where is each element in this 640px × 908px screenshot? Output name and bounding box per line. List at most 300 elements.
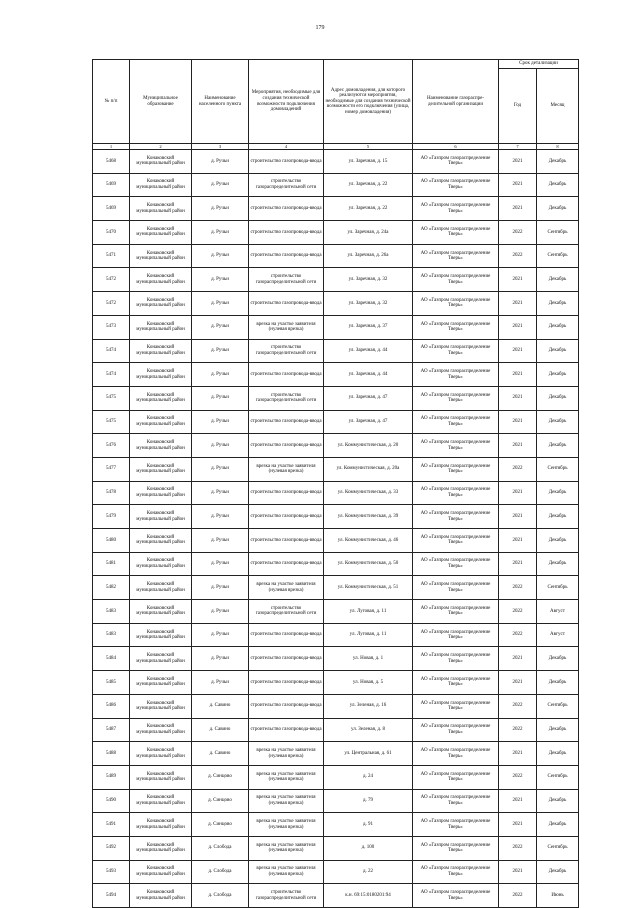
cell-district: Конаковский муниципальный район bbox=[130, 718, 192, 742]
cell-settlement: д. Ручьи bbox=[192, 410, 249, 434]
cell-row-number: 5489 bbox=[93, 765, 130, 789]
cell-row-number: 5484 bbox=[93, 647, 130, 671]
cell-measure: строительство газопровода-ввода bbox=[249, 434, 324, 458]
cell-year: 2021 bbox=[499, 386, 537, 410]
table-row bbox=[93, 221, 579, 245]
cell-address: ул. Заречная, д. 44 bbox=[324, 363, 413, 387]
cell-organization: АО «Газпром газораспределение Тверь» bbox=[413, 339, 499, 363]
cell-measure: врезка на участке заявителя (нулевая врезка) bbox=[249, 742, 324, 766]
header-settlement: Наименование населенного пункта bbox=[192, 60, 249, 144]
cell-year: 2022 bbox=[499, 718, 537, 742]
cell-measure: строительство газораспределительной сети bbox=[249, 173, 324, 197]
cell-measure: строительство газопровода-ввода bbox=[249, 718, 324, 742]
cell-year: 2022 bbox=[499, 836, 537, 860]
cell-measure: строительство газопровода-ввода bbox=[249, 292, 324, 316]
cell-settlement: д. Ручьи bbox=[192, 552, 249, 576]
cell-measure: врезка на участке заявителя (нулевая врезка) bbox=[249, 836, 324, 860]
cell-address: к.н. 69:15:0180201:94 bbox=[324, 884, 413, 908]
cell-month: Декабрь bbox=[537, 860, 579, 884]
cell-settlement: д. Ручьи bbox=[192, 386, 249, 410]
cell-organization: АО «Газпром газораспределение Тверь» bbox=[413, 742, 499, 766]
cell-row-number: 5493 bbox=[93, 860, 130, 884]
cell-organization: АО «Газпром газораспределение Тверь» bbox=[413, 386, 499, 410]
cell-measure: строительство газораспределительной сети bbox=[249, 339, 324, 363]
cell-address: ул. Коммунистическая, д. 20 bbox=[324, 434, 413, 458]
cell-month: Декабрь bbox=[537, 410, 579, 434]
cell-district: Конаковский муниципальный район bbox=[130, 386, 192, 410]
cell-measure: строительство газопровода-ввода bbox=[249, 244, 324, 268]
cell-measure: строительство газопровода-ввода bbox=[249, 197, 324, 221]
cell-settlement: д. Слобода bbox=[192, 860, 249, 884]
cell-organization: АО «Газпром газораспределение Тверь» bbox=[413, 647, 499, 671]
cell-organization: АО «Газпром газораспределение Тверь» bbox=[413, 481, 499, 505]
cell-month: Декабрь bbox=[537, 529, 579, 553]
cell-address: ул. Зеленая, д. 8 bbox=[324, 718, 413, 742]
cell-measure: врезка на участке заявителя (нулевая врезка) bbox=[249, 315, 324, 339]
cell-year: 2021 bbox=[499, 742, 537, 766]
cell-settlement: д. Ручьи bbox=[192, 150, 249, 174]
cell-year: 2022 bbox=[499, 576, 537, 600]
table-row bbox=[93, 173, 579, 197]
gasification-table bbox=[92, 59, 579, 908]
cell-settlement: д. Ручьи bbox=[192, 339, 249, 363]
cell-district: Конаковский муниципальный район bbox=[130, 150, 192, 174]
table-row bbox=[93, 552, 579, 576]
cell-month: Август bbox=[537, 600, 579, 624]
cell-measure: строительство газопровода-ввода bbox=[249, 694, 324, 718]
table-row bbox=[93, 647, 579, 671]
table-row bbox=[93, 742, 579, 766]
cell-year: 2022 bbox=[499, 694, 537, 718]
cell-month: Сентябрь bbox=[537, 244, 579, 268]
cell-address: ул. Коммунистическая, д. 51 bbox=[324, 576, 413, 600]
header-address: Адрес домовладения, для которого реализуются мероприятия, необходимые для создания технической возможности его подключения (улица, номер домовладения) bbox=[324, 60, 413, 144]
cell-settlement: д. Ручьи bbox=[192, 292, 249, 316]
cell-organization: АО «Газпром газораспределение Тверь» bbox=[413, 694, 499, 718]
cell-measure: строительство газопровода-ввода bbox=[249, 481, 324, 505]
cell-measure: строительство газопровода-ввода bbox=[249, 505, 324, 529]
cell-row-number: 5469 bbox=[93, 197, 130, 221]
cell-settlement: д. Ручьи bbox=[192, 481, 249, 505]
cell-row-number: 5468 bbox=[93, 150, 130, 174]
table-row bbox=[93, 623, 579, 647]
cell-district: Конаковский муниципальный район bbox=[130, 860, 192, 884]
cell-address: ул. Заречная, д. 22 bbox=[324, 197, 413, 221]
cell-month: Декабрь bbox=[537, 434, 579, 458]
cell-year: 2022 bbox=[499, 884, 537, 908]
cell-district: Конаковский муниципальный район bbox=[130, 671, 192, 695]
cell-address: ул. Луговая, д. 11 bbox=[324, 600, 413, 624]
cell-organization: АО «Газпром газораспределение Тверь» bbox=[413, 363, 499, 387]
table-row bbox=[93, 292, 579, 316]
cell-year: 2021 bbox=[499, 647, 537, 671]
cell-month: Декабрь bbox=[537, 481, 579, 505]
table-row bbox=[93, 339, 579, 363]
cell-address: ул. Заречная, д. 26а bbox=[324, 244, 413, 268]
cell-settlement: д. Ручьи bbox=[192, 505, 249, 529]
cell-row-number: 5490 bbox=[93, 789, 130, 813]
cell-settlement: д. Савино bbox=[192, 694, 249, 718]
table-row bbox=[93, 576, 579, 600]
cell-month: Декабрь bbox=[537, 789, 579, 813]
cell-district: Конаковский муниципальный район bbox=[130, 813, 192, 837]
cell-measure: строительство газопровода-ввода bbox=[249, 671, 324, 695]
cell-measure: врезка на участке заявителя (нулевая врезка) bbox=[249, 860, 324, 884]
cell-organization: АО «Газпром газораспределение Тверь» bbox=[413, 410, 499, 434]
cell-year: 2022 bbox=[499, 221, 537, 245]
table-row bbox=[93, 244, 579, 268]
cell-month: Декабрь bbox=[537, 197, 579, 221]
cell-organization: АО «Газпром газораспределение Тверь» bbox=[413, 789, 499, 813]
cell-district: Конаковский муниципальный район bbox=[130, 600, 192, 624]
cell-settlement: д. Ручьи bbox=[192, 221, 249, 245]
cell-row-number: 5475 bbox=[93, 386, 130, 410]
cell-row-number: 5469 bbox=[93, 173, 130, 197]
cell-settlement: д. Ручьи bbox=[192, 457, 249, 481]
cell-address: ул. Коммунистическая, д. 33 bbox=[324, 481, 413, 505]
header-month: Месяц bbox=[537, 69, 579, 144]
cell-measure: строительство газопровода-ввода bbox=[249, 410, 324, 434]
cell-row-number: 5478 bbox=[93, 481, 130, 505]
column-number: 7 bbox=[499, 144, 537, 150]
cell-organization: АО «Газпром газораспределение Тверь» bbox=[413, 860, 499, 884]
cell-row-number: 5477 bbox=[93, 457, 130, 481]
cell-settlement: д. Ручьи bbox=[192, 600, 249, 624]
cell-year: 2021 bbox=[499, 173, 537, 197]
cell-year: 2021 bbox=[499, 671, 537, 695]
column-number: 2 bbox=[130, 144, 192, 150]
cell-district: Конаковский муниципальный район bbox=[130, 742, 192, 766]
cell-district: Конаковский муниципальный район bbox=[130, 481, 192, 505]
cell-year: 2021 bbox=[499, 789, 537, 813]
cell-district: Конаковский муниципальный район bbox=[130, 173, 192, 197]
cell-settlement: д. Синцово bbox=[192, 765, 249, 789]
cell-settlement: д. Ручьи bbox=[192, 671, 249, 695]
cell-district: Конаковский муниципальный район bbox=[130, 789, 192, 813]
cell-district: Конаковский муниципальный район bbox=[130, 884, 192, 908]
cell-address: д. 22 bbox=[324, 860, 413, 884]
cell-month: Сентябрь bbox=[537, 836, 579, 860]
cell-settlement: д. Ручьи bbox=[192, 197, 249, 221]
cell-organization: АО «Газпром газораспределение Тверь» bbox=[413, 268, 499, 292]
column-number: 6 bbox=[413, 144, 499, 150]
cell-year: 2021 bbox=[499, 268, 537, 292]
cell-measure: строительство газопровода-ввода bbox=[249, 552, 324, 576]
cell-month: Декабрь bbox=[537, 647, 579, 671]
table-row bbox=[93, 694, 579, 718]
cell-district: Конаковский муниципальный район bbox=[130, 505, 192, 529]
cell-row-number: 5491 bbox=[93, 813, 130, 837]
cell-row-number: 5472 bbox=[93, 268, 130, 292]
cell-settlement: д. Ручьи bbox=[192, 647, 249, 671]
cell-year: 2021 bbox=[499, 292, 537, 316]
cell-organization: АО «Газпром газораспределение Тверь» bbox=[413, 529, 499, 553]
cell-district: Конаковский муниципальный район bbox=[130, 647, 192, 671]
cell-district: Конаковский муниципальный район bbox=[130, 552, 192, 576]
cell-measure: строительство газопровода-ввода bbox=[249, 150, 324, 174]
header-org: Наименование газораспре-делительной организации bbox=[413, 60, 499, 144]
cell-month: Сентябрь bbox=[537, 694, 579, 718]
cell-row-number: 5475 bbox=[93, 410, 130, 434]
cell-settlement: д. Ручьи bbox=[192, 173, 249, 197]
cell-address: ул. Коммунистическая, д. 20а bbox=[324, 457, 413, 481]
cell-settlement: д. Ручьи bbox=[192, 315, 249, 339]
cell-month: Декабрь bbox=[537, 742, 579, 766]
page-number: 179 bbox=[315, 25, 325, 31]
cell-settlement: д. Синцово bbox=[192, 789, 249, 813]
cell-month: Декабрь bbox=[537, 292, 579, 316]
cell-year: 2022 bbox=[499, 623, 537, 647]
cell-row-number: 5474 bbox=[93, 363, 130, 387]
cell-year: 2021 bbox=[499, 529, 537, 553]
cell-month: Июнь bbox=[537, 884, 579, 908]
cell-organization: АО «Газпром газораспределение Тверь» bbox=[413, 505, 499, 529]
cell-month: Декабрь bbox=[537, 339, 579, 363]
cell-month: Декабрь bbox=[537, 315, 579, 339]
table-row bbox=[93, 315, 579, 339]
cell-organization: АО «Газпром газораспределение Тверь» bbox=[413, 173, 499, 197]
header-measures: Мероприятия, необходимые для создания технической возможности подключения домовладений bbox=[249, 60, 324, 144]
cell-district: Конаковский муниципальный район bbox=[130, 339, 192, 363]
table-row bbox=[93, 860, 579, 884]
cell-measure: строительство газопровода-ввода bbox=[249, 221, 324, 245]
table-row bbox=[93, 671, 579, 695]
header-year: Год bbox=[499, 69, 537, 144]
cell-address: ул. Луговая, д. 11 bbox=[324, 623, 413, 647]
cell-row-number: 5483 bbox=[93, 623, 130, 647]
header-deadline-group: Срок детализации bbox=[499, 60, 579, 69]
cell-row-number: 5474 bbox=[93, 339, 130, 363]
cell-row-number: 5471 bbox=[93, 244, 130, 268]
cell-month: Декабрь bbox=[537, 505, 579, 529]
table-row bbox=[93, 410, 579, 434]
cell-organization: АО «Газпром газораспределение Тверь» bbox=[413, 315, 499, 339]
cell-organization: АО «Газпром газораспределение Тверь» bbox=[413, 765, 499, 789]
cell-year: 2021 bbox=[499, 552, 537, 576]
cell-settlement: д. Ручьи bbox=[192, 434, 249, 458]
cell-settlement: д. Савино bbox=[192, 742, 249, 766]
cell-year: 2021 bbox=[499, 410, 537, 434]
cell-address: ул. Заречная, д. 32 bbox=[324, 268, 413, 292]
cell-organization: АО «Газпром газораспределение Тверь» bbox=[413, 292, 499, 316]
cell-address: ул. Центральная, д. 61 bbox=[324, 742, 413, 766]
cell-organization: АО «Газпром газораспределение Тверь» bbox=[413, 552, 499, 576]
cell-settlement: д. Слобода bbox=[192, 836, 249, 860]
cell-organization: АО «Газпром газораспределение Тверь» bbox=[413, 884, 499, 908]
cell-row-number: 5480 bbox=[93, 529, 130, 553]
cell-month: Декабрь bbox=[537, 268, 579, 292]
cell-year: 2021 bbox=[499, 505, 537, 529]
cell-measure: строительство газораспределительной сети bbox=[249, 884, 324, 908]
cell-settlement: д. Савино bbox=[192, 718, 249, 742]
cell-district: Конаковский муниципальный район bbox=[130, 765, 192, 789]
cell-month: Сентябрь bbox=[537, 576, 579, 600]
table-row bbox=[93, 765, 579, 789]
cell-organization: АО «Газпром газораспределение Тверь» bbox=[413, 434, 499, 458]
cell-address: ул. Заречная, д. 24а bbox=[324, 221, 413, 245]
cell-month: Сентябрь bbox=[537, 765, 579, 789]
cell-address: ул. Заречная, д. 32 bbox=[324, 292, 413, 316]
cell-address: ул. Новая, д. 1 bbox=[324, 647, 413, 671]
cell-measure: врезка на участке заявителя (нулевая врезка) bbox=[249, 813, 324, 837]
cell-year: 2021 bbox=[499, 434, 537, 458]
cell-organization: АО «Газпром газораспределение Тверь» bbox=[413, 197, 499, 221]
table-row bbox=[93, 529, 579, 553]
cell-organization: АО «Газпром газораспределение Тверь» bbox=[413, 623, 499, 647]
cell-measure: врезка на участке заявителя (нулевая врезка) bbox=[249, 765, 324, 789]
cell-settlement: д. Ручьи bbox=[192, 576, 249, 600]
cell-row-number: 5473 bbox=[93, 315, 130, 339]
cell-settlement: д. Ручьи bbox=[192, 529, 249, 553]
table-row bbox=[93, 481, 579, 505]
cell-year: 2021 bbox=[499, 150, 537, 174]
cell-row-number: 5488 bbox=[93, 742, 130, 766]
cell-row-number: 5492 bbox=[93, 836, 130, 860]
cell-organization: АО «Газпром газораспределение Тверь» bbox=[413, 576, 499, 600]
cell-measure: строительство газопровода-ввода bbox=[249, 623, 324, 647]
cell-settlement: д. Ручьи bbox=[192, 623, 249, 647]
cell-organization: АО «Газпром газораспределение Тверь» bbox=[413, 600, 499, 624]
table-row bbox=[93, 884, 579, 908]
header-district: Муниципальное образование bbox=[130, 60, 192, 144]
cell-year: 2021 bbox=[499, 363, 537, 387]
cell-row-number: 5494 bbox=[93, 884, 130, 908]
cell-measure: строительство газопровода-ввода bbox=[249, 363, 324, 387]
cell-district: Конаковский муниципальный район bbox=[130, 434, 192, 458]
table-row bbox=[93, 505, 579, 529]
cell-organization: АО «Газпром газораспределение Тверь» bbox=[413, 457, 499, 481]
cell-month: Сентябрь bbox=[537, 457, 579, 481]
cell-settlement: д. Ручьи bbox=[192, 268, 249, 292]
cell-row-number: 5470 bbox=[93, 221, 130, 245]
cell-month: Декабрь bbox=[537, 813, 579, 837]
header-num: № п/п bbox=[93, 60, 130, 144]
column-number: 4 bbox=[249, 144, 324, 150]
cell-row-number: 5476 bbox=[93, 434, 130, 458]
table-row bbox=[93, 268, 579, 292]
cell-organization: АО «Газпром газораспределение Тверь» bbox=[413, 244, 499, 268]
cell-district: Конаковский муниципальный район bbox=[130, 315, 192, 339]
cell-month: Декабрь bbox=[537, 150, 579, 174]
cell-organization: АО «Газпром газораспределение Тверь» bbox=[413, 836, 499, 860]
cell-organization: АО «Газпром газораспределение Тверь» bbox=[413, 813, 499, 837]
cell-year: 2021 bbox=[499, 197, 537, 221]
cell-month: Август bbox=[537, 623, 579, 647]
cell-month: Декабрь bbox=[537, 386, 579, 410]
cell-address: ул. Новая, д. 5 bbox=[324, 671, 413, 695]
cell-year: 2022 bbox=[499, 244, 537, 268]
cell-district: Конаковский муниципальный район bbox=[130, 221, 192, 245]
cell-address: ул. Заречная, д. 47 bbox=[324, 410, 413, 434]
table-row bbox=[93, 457, 579, 481]
cell-measure: врезка на участке заявителя (нулевая врезка) bbox=[249, 576, 324, 600]
cell-measure: строительство газопровода-ввода bbox=[249, 647, 324, 671]
cell-address: ул. Заречная, д. 15 bbox=[324, 150, 413, 174]
table-row bbox=[93, 600, 579, 624]
cell-district: Конаковский муниципальный район bbox=[130, 836, 192, 860]
cell-organization: АО «Газпром газораспределение Тверь» bbox=[413, 671, 499, 695]
table-row bbox=[93, 718, 579, 742]
table-row bbox=[93, 197, 579, 221]
cell-address: ул. Зеленая, д. 16 bbox=[324, 694, 413, 718]
cell-address: ул. Коммунистическая, д. 39 bbox=[324, 505, 413, 529]
table-row bbox=[93, 789, 579, 813]
cell-month: Декабрь bbox=[537, 363, 579, 387]
cell-year: 2021 bbox=[499, 860, 537, 884]
cell-address: ул. Заречная, д. 47 bbox=[324, 386, 413, 410]
cell-measure: врезка на участке заявителя (нулевая врезка) bbox=[249, 789, 324, 813]
cell-row-number: 5483 bbox=[93, 600, 130, 624]
cell-district: Конаковский муниципальный район bbox=[130, 457, 192, 481]
cell-year: 2021 bbox=[499, 315, 537, 339]
cell-address: ул. Коммунистическая, д. 46 bbox=[324, 529, 413, 553]
cell-settlement: д. Ручьи bbox=[192, 244, 249, 268]
cell-row-number: 5472 bbox=[93, 292, 130, 316]
cell-district: Конаковский муниципальный район bbox=[130, 694, 192, 718]
cell-address: ул. Заречная, д. 22 bbox=[324, 173, 413, 197]
cell-row-number: 5487 bbox=[93, 718, 130, 742]
column-number: 8 bbox=[537, 144, 579, 150]
table-row bbox=[93, 386, 579, 410]
cell-measure: строительство газораспределительной сети bbox=[249, 600, 324, 624]
table-row bbox=[93, 813, 579, 837]
table-row bbox=[93, 150, 579, 174]
cell-year: 2022 bbox=[499, 457, 537, 481]
cell-month: Декабрь bbox=[537, 552, 579, 576]
cell-year: 2021 bbox=[499, 813, 537, 837]
cell-district: Конаковский муниципальный район bbox=[130, 529, 192, 553]
cell-year: 2022 bbox=[499, 600, 537, 624]
cell-row-number: 5482 bbox=[93, 576, 130, 600]
table-row bbox=[93, 363, 579, 387]
cell-row-number: 5485 bbox=[93, 671, 130, 695]
cell-year: 2021 bbox=[499, 339, 537, 363]
cell-organization: АО «Газпром газораспределение Тверь» bbox=[413, 718, 499, 742]
cell-month: Декабрь bbox=[537, 718, 579, 742]
cell-measure: врезка на участке заявителя (нулевая врезка) bbox=[249, 457, 324, 481]
cell-district: Конаковский муниципальный район bbox=[130, 363, 192, 387]
cell-measure: строительство газораспределительной сети bbox=[249, 386, 324, 410]
cell-month: Сентябрь bbox=[537, 221, 579, 245]
cell-row-number: 5486 bbox=[93, 694, 130, 718]
cell-address: д. 79 bbox=[324, 789, 413, 813]
cell-measure: строительство газопровода-ввода bbox=[249, 529, 324, 553]
cell-address: ул. Заречная, д. 37 bbox=[324, 315, 413, 339]
cell-organization: АО «Газпром газораспределение Тверь» bbox=[413, 150, 499, 174]
table-row bbox=[93, 836, 579, 860]
column-number: 5 bbox=[324, 144, 413, 150]
column-number: 3 bbox=[192, 144, 249, 150]
cell-settlement: д. Синцово bbox=[192, 813, 249, 837]
cell-month: Декабрь bbox=[537, 671, 579, 695]
cell-month: Декабрь bbox=[537, 173, 579, 197]
cell-year: 2022 bbox=[499, 765, 537, 789]
cell-year: 2021 bbox=[499, 481, 537, 505]
cell-district: Конаковский муниципальный район bbox=[130, 197, 192, 221]
cell-address: ул. Заречная, д. 44 bbox=[324, 339, 413, 363]
column-number: 1 bbox=[93, 144, 130, 150]
cell-district: Конаковский муниципальный район bbox=[130, 244, 192, 268]
table-body bbox=[93, 150, 579, 908]
cell-district: Конаковский муниципальный район bbox=[130, 410, 192, 434]
cell-district: Конаковский муниципальный район bbox=[130, 623, 192, 647]
cell-address: д. 24 bbox=[324, 765, 413, 789]
cell-address: д. 91 bbox=[324, 813, 413, 837]
table-row bbox=[93, 434, 579, 458]
cell-address: д. 100 bbox=[324, 836, 413, 860]
cell-address: ул. Коммунистическая, д. 50 bbox=[324, 552, 413, 576]
cell-organization: АО «Газпром газораспределение Тверь» bbox=[413, 221, 499, 245]
